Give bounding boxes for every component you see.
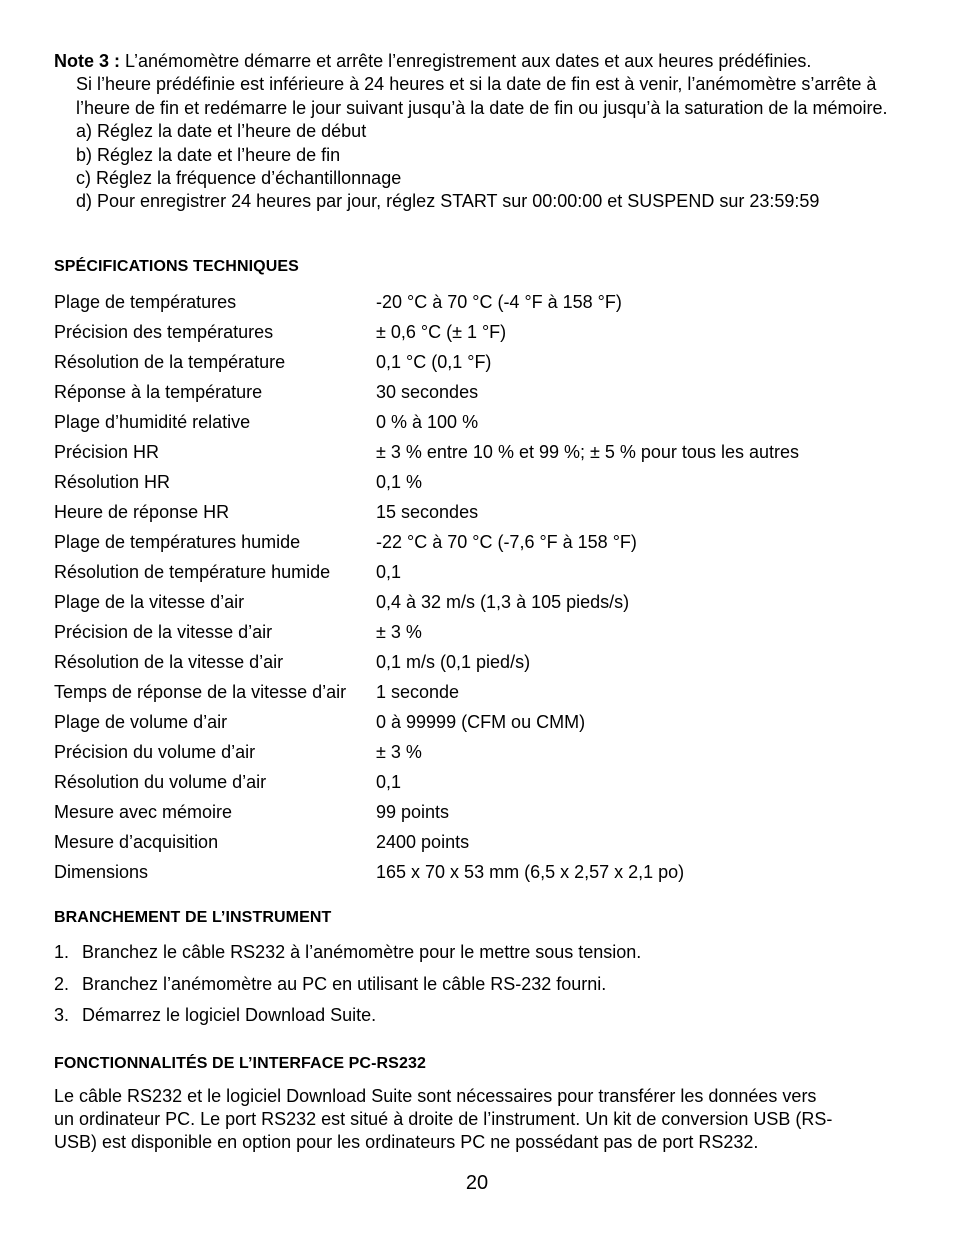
spec-row <box>54 287 914 317</box>
spec-label: Plage de températures humide <box>54 531 301 552</box>
spec-label: Précision des températures <box>54 321 274 342</box>
step-number: 1. <box>54 942 70 963</box>
spec-row <box>54 467 914 497</box>
list-item <box>54 937 914 969</box>
spec-row <box>54 647 914 677</box>
interface-heading: FONCTIONNALITÉS DE L’INTERFACE PC-RS232 <box>54 1055 426 1072</box>
spec-row <box>54 767 914 797</box>
note-step: d) Pour enregistrer 24 heures par jour, réglez START sur 00:00:00 et SUSPEND sur 23:59:59 <box>76 191 820 212</box>
spec-value: 0 % à 100 % <box>376 411 479 432</box>
spec-label: Heure de réponse HR <box>54 501 230 522</box>
spec-label: Précision de la vitesse d’air <box>54 621 273 642</box>
spec-label: Mesure avec mémoire <box>54 801 233 822</box>
spec-label: Précision HR <box>54 441 160 462</box>
spec-label: Résolution de la vitesse d’air <box>54 651 284 672</box>
spec-row <box>54 707 914 737</box>
spec-row <box>54 317 914 347</box>
note-3 <box>54 50 914 214</box>
connection-steps <box>54 937 914 1032</box>
note-continuation: Si l’heure prédéfinie est inférieure à 24 heures et si la date de fin est à venir, l’anémomètre s’arrête à l’heure de fin et redémarre le jour suivant jusqu’à la date de fin ou jusqu’à la saturation de la mémoire. <box>76 74 888 118</box>
spec-value: ± 3 % <box>376 621 422 642</box>
note-first-line <box>54 50 914 73</box>
list-item <box>54 1000 914 1032</box>
spec-value: ± 3 % entre 10 % et 99 %; ± 5 % pour tous les autres <box>376 441 799 462</box>
spec-value: 0,1 <box>376 771 402 792</box>
spec-row <box>54 797 914 827</box>
step-text: Démarrez le logiciel Download Suite. <box>82 1005 377 1026</box>
spec-label: Plage de volume d’air <box>54 711 228 732</box>
spec-row <box>54 827 914 857</box>
interface-paragraph <box>54 1085 914 1154</box>
spec-label: Plage d’humidité relative <box>54 411 251 432</box>
spec-value: 0,4 à 32 m/s (1,3 à 105 pieds/s) <box>376 591 630 612</box>
spec-label: Dimensions <box>54 861 149 882</box>
spec-row <box>54 407 914 437</box>
spec-value: 2400 points <box>376 831 470 852</box>
spec-label: Temps de réponse de la vitesse d’air <box>54 681 347 702</box>
spec-row <box>54 677 914 707</box>
spec-label: Résolution de la température <box>54 351 286 372</box>
note-step: c) Réglez la fréquence d’échantillonnage <box>76 168 402 189</box>
spec-value: 1 seconde <box>376 681 460 702</box>
list-item <box>54 969 914 1001</box>
step-number: 3. <box>54 1005 70 1026</box>
paragraph-line: un ordinateur PC. Le port RS232 est situé à droite de l’instrument. Un kit de conversion USB (RS- <box>54 1109 833 1129</box>
step-text: Branchez l’anémomètre au PC en utilisant le câble RS-232 fourni. <box>82 973 607 994</box>
paragraph-line: USB) est disponible en option pour les ordinateurs PC ne possédant pas de port RS232. <box>54 1132 759 1152</box>
spec-row <box>54 377 914 407</box>
step-number: 2. <box>54 973 70 994</box>
spec-label: Résolution HR <box>54 471 171 492</box>
spec-label: Mesure d’acquisition <box>54 831 219 852</box>
note-intro: L’anémomètre démarre et arrête l’enregistrement aux dates et aux heures prédéfinies. <box>120 51 812 71</box>
spec-row <box>54 527 914 557</box>
note-label: Note 3 : <box>54 51 121 71</box>
spec-label: Résolution de température humide <box>54 561 331 582</box>
spec-value: 0,1 % <box>376 471 423 492</box>
step-text: Branchez le câble RS232 à l’anémomètre pour le mettre sous tension. <box>82 942 642 963</box>
spec-row <box>54 347 914 377</box>
spec-value: -20 °C à 70 °C (-4 °F à 158 °F) <box>376 291 622 312</box>
spec-label: Résolution du volume d’air <box>54 771 267 792</box>
spec-value: 0,1 <box>376 561 402 582</box>
paragraph-line: Le câble RS232 et le logiciel Download Suite sont nécessaires pour transférer les données vers <box>54 1086 817 1106</box>
spec-value: 0,1 m/s (0,1 pied/s) <box>376 651 531 672</box>
note-step: a) Réglez la date et l’heure de début <box>76 121 367 142</box>
note-body <box>54 73 914 213</box>
note-step: b) Réglez la date et l’heure de fin <box>76 144 341 165</box>
spec-value: -22 °C à 70 °C (-7,6 °F à 158 °F) <box>376 531 637 552</box>
spec-row <box>54 857 914 887</box>
spec-row <box>54 437 914 467</box>
spec-row <box>54 617 914 647</box>
spec-row <box>54 497 914 527</box>
spec-value: ± 0,6 °C (± 1 °F) <box>376 321 507 342</box>
spec-label: Plage de la vitesse d’air <box>54 591 245 612</box>
spec-value: 0 à 99999 (CFM ou CMM) <box>376 711 586 732</box>
spec-value: 30 secondes <box>376 381 479 402</box>
spec-label: Précision du volume d’air <box>54 741 256 762</box>
spec-value: ± 3 % <box>376 741 422 762</box>
spec-value: 165 x 70 x 53 mm (6,5 x 2,57 x 2,1 po) <box>376 861 685 882</box>
spec-value: 15 secondes <box>376 501 479 522</box>
spec-row <box>54 737 914 767</box>
spec-row <box>54 557 914 587</box>
spec-label: Plage de températures <box>54 291 237 312</box>
connection-heading: BRANCHEMENT DE L’INSTRUMENT <box>54 909 332 926</box>
specs-table <box>54 287 914 887</box>
spec-label: Réponse à la température <box>54 381 263 402</box>
spec-row <box>54 587 914 617</box>
page-number: 20 <box>465 1172 489 1194</box>
spec-value: 0,1 °C (0,1 °F) <box>376 351 492 372</box>
spec-value: 99 points <box>376 801 450 822</box>
specs-heading: SPÉCIFICATIONS TECHNIQUES <box>54 258 299 275</box>
